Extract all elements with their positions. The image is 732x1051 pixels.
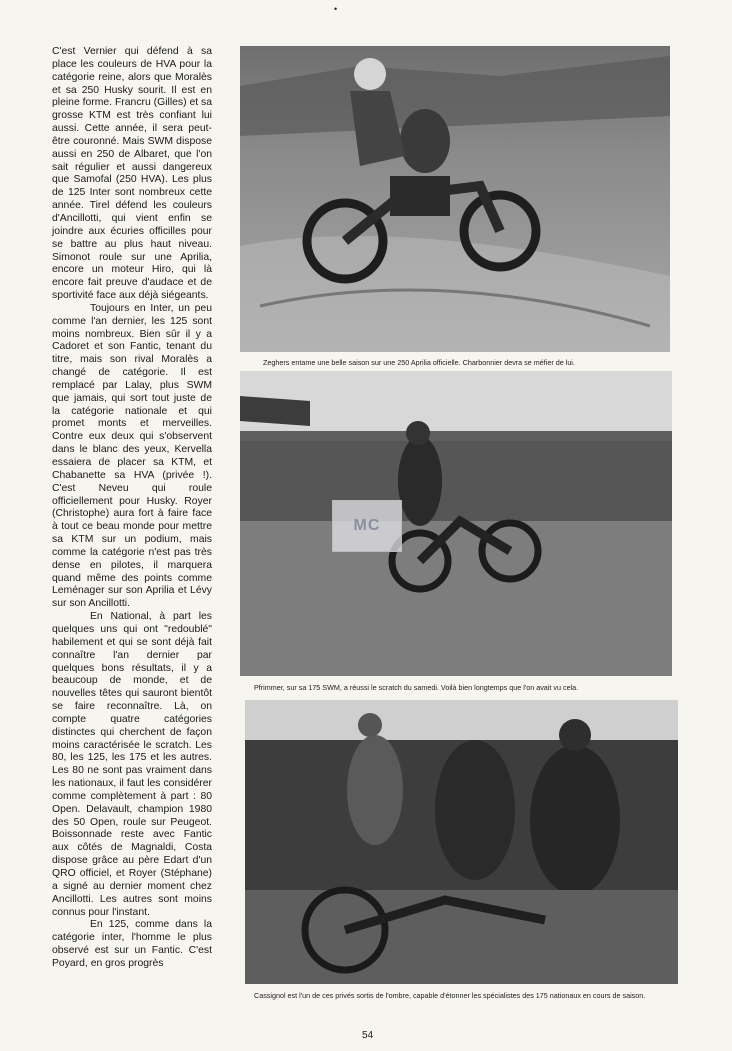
photo-2-image [240,371,672,676]
watermark-text: MC [353,517,381,534]
photo-1-image [240,46,670,352]
article-paragraph-3: En National, à part les quelques uns qui ont "redoublé" habilement et qui se sont déjà fait connaître l'an dernier par quelques bons résultats, il y a beaucoup de monde, et de nouvelles têtes qui sauront bientôt se faire reconnaître. Là, on compte quatre catégories distinctes qui cherchent de façon moins caractérisée le scratch. Les 80, les 125, les 175 et les autres. Les 80 ne sont pas vraiment dans les nationaux, il faut les considérer comme complètement à part : 80 Open. Delavault, champion 1980 des 50 Open, roule sur Peugeot. Boissonnade reste avec Fantic aux côtés de Magnaldi, Costa dispose grâce au père Edart d'un QRO officiel, et Royer (Stéphane) a signé au dernier moment chez Ancillotti. Les autres sont moins connus pour l'instant. [52,611,212,918]
article-paragraph-2: Toujours en Inter, un peu comme l'an dernier, les 125 sont moins nombreux. Bien sûr il y a Cadoret et son Fantic, tenant du titre, mais son rival Moralès a changé de catégorie. Il est remplacé par Lalay, plus SWM que jamais, qui sort tout juste de la catégorie nationale et qui promet monts et merveilles. Contre eux deux qui s'observent dans le blanc des yeux, Kervella essaiera de placer sa KTM, et Chabanette sa HVA (privée !). C'est Neveu qui roule officiellement pour Husky. Royer (Christophe) aura fort à faire face à tout ce beau monde pour mettre sa KTM sur un podium, mais comme la catégorie n'est pas très dense en pilotes, il marquera quand même des points comme Leménager sur son Aprilia et Lévy sur son Ancillotti. [52,302,212,610]
photo-3-image [245,700,678,984]
photo-1-caption: Zeghers entame une belle saison sur une 250 Aprilia officielle. Charbonnier devra se méfier de lui. [263,358,575,367]
mc-logo-watermark [332,500,402,552]
photo-zeghers-motocross [240,46,670,352]
top-dot-mark: • [334,4,338,14]
photo-2-caption: Pfrimmer, sur sa 175 SWM, a réussi le scratch du samedi. Voilà bien longtemps que l'on avait vu cela. [254,683,579,692]
page-number: 54 [362,1030,374,1041]
photo-cassignol-crowd [245,700,678,984]
article-paragraph-1: C'est Vernier qui défend à sa place les couleurs de HVA pour la catégorie reine, alors que Moralès et sa 250 Husky sourit. Il est en pleine forme. Francru (Gilles) et sa grosse KTM est très confiant lui aussi. Cette année, il sera peut-être couronné. Mais SWM dispose aussi en 250 de Albaret, que l'on sait régulier et aussi dangereux que Samofal (250 HVA). Les plus de 125 Inter sont nombreux cette année. Tirel défend les couleurs d'Ancillotti, qui vient enfin se joindre aux écuries officilles pour se battre au plus haut niveau. Simonot roule sur une Aprilia, encore un moteur Hiro, qui là encore fait preuve d'audace et de sportivité face aux déjà siégeants. [52,46,212,302]
photo-pfrimmer-paddock [240,371,672,676]
photo-3-caption: Cassignol est l'un de ces privés sortis de l'ombre, capable d'étonner les spécialistes des 175 nationaux en cours de saison. [254,991,646,1000]
article-text-column [52,46,212,971]
article-paragraph-4: En 125, comme dans la catégorie inter, l'homme le plus observé est sur un Fantic. C'est Poyard, en gros progrès [52,919,212,969]
